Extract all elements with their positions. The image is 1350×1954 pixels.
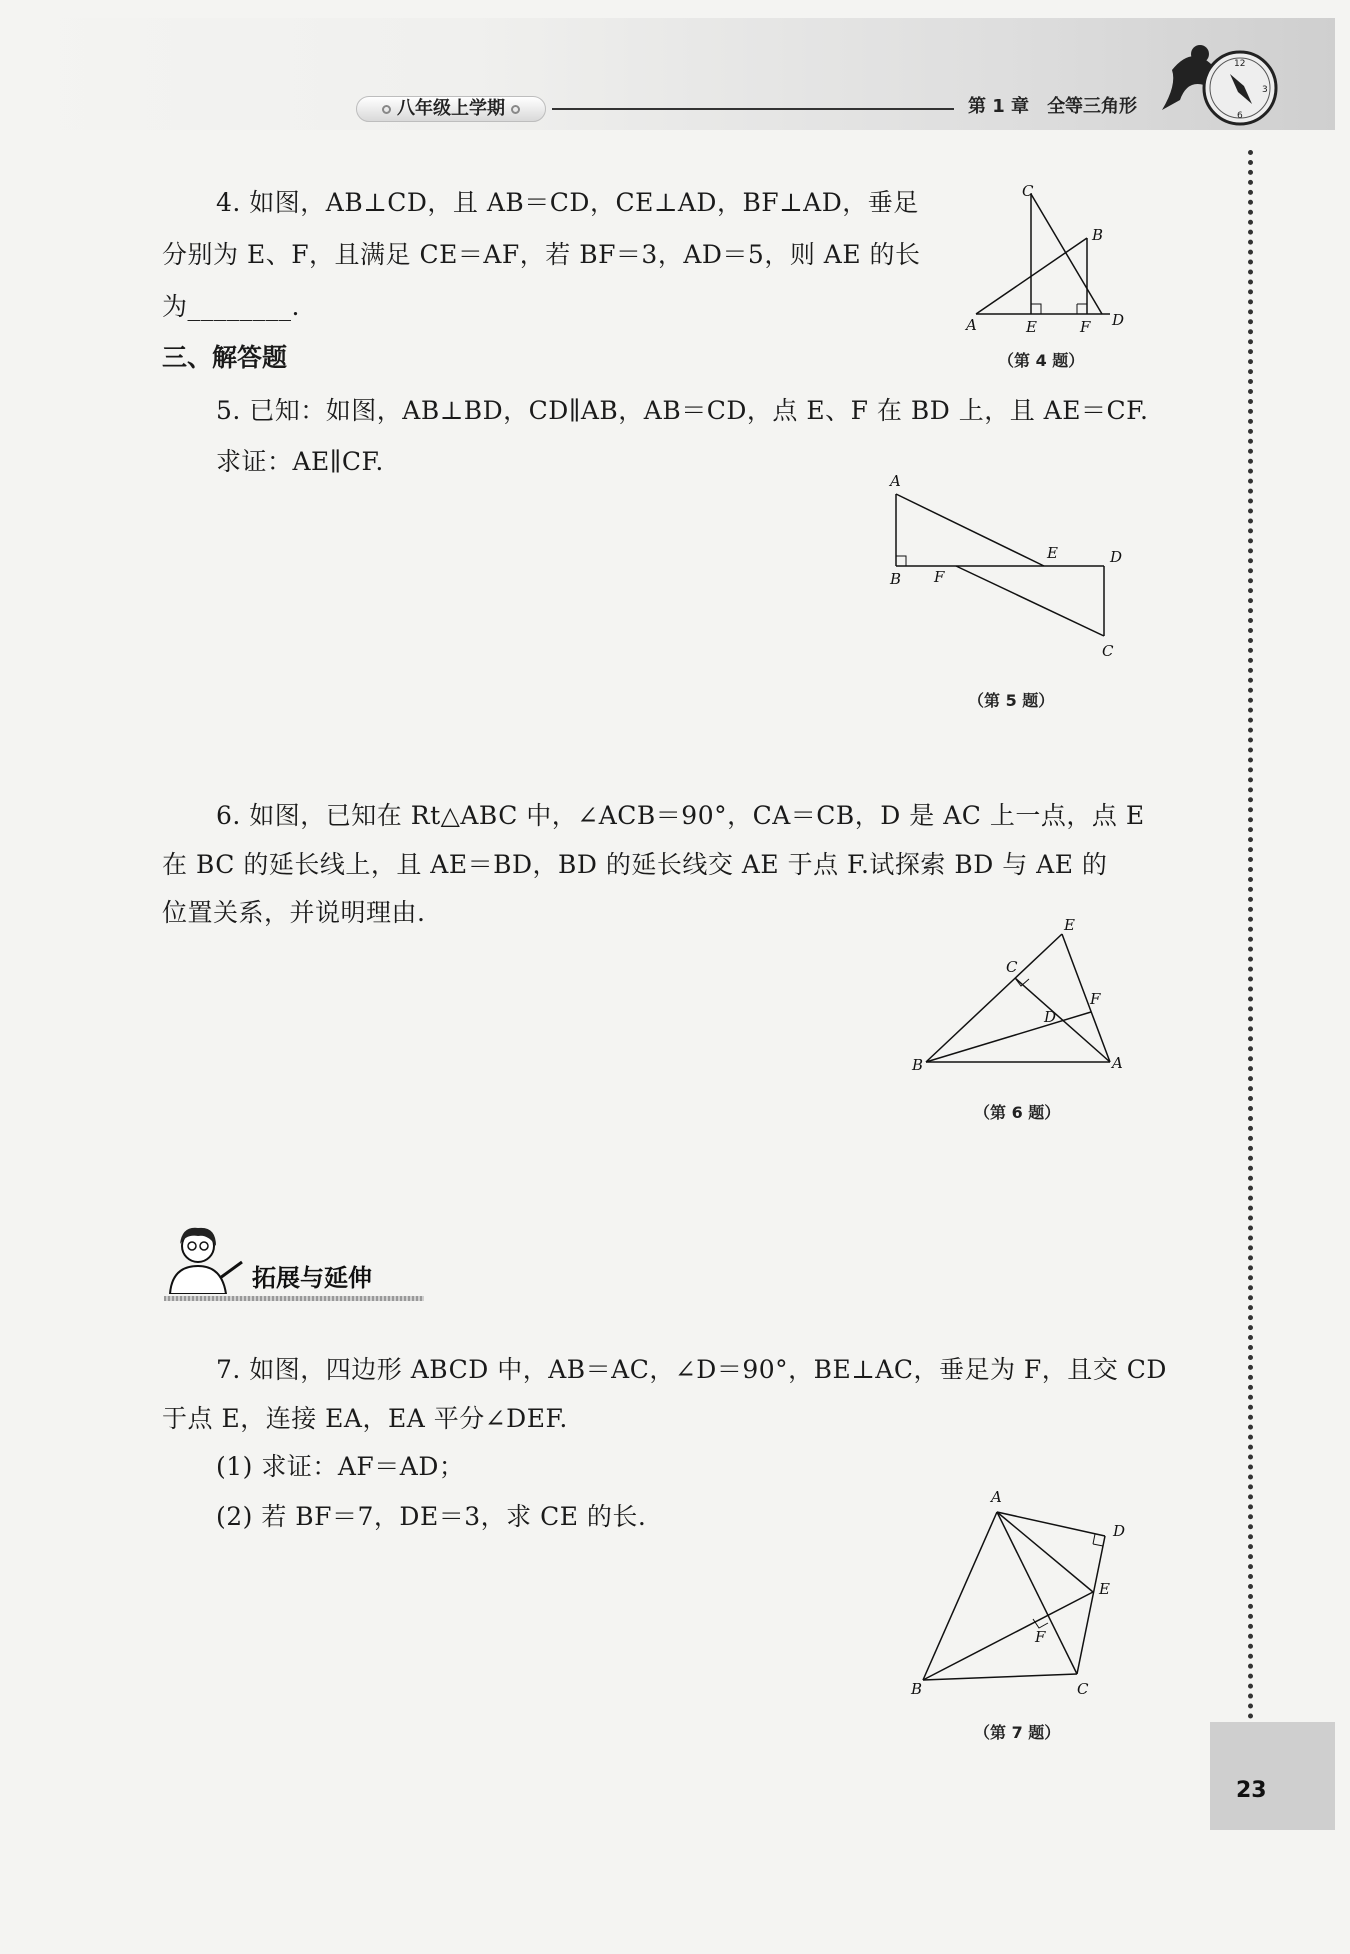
q5-line-2: 求证：AE∥CF. [216,447,384,476]
q7-line-2: 于点 E，连接 EA，EA 平分∠DEF. [162,1404,568,1433]
banner-title: 拓展与延伸 [252,1264,372,1292]
q5-label-d: D [1110,548,1123,566]
q7-caption: （第 7 题） [974,1723,1061,1742]
q4-line-2: 分别为 E、F，且满足 CE＝AF，若 BF＝3，AD＝5，则 AE 的长 [162,240,921,269]
q5-line-1: 5. 已知：如图，AB⊥BD，CD∥AB，AB＝CD，点 E、F 在 BD 上，且 AE＝CF. [216,396,1149,425]
chapter-number: 第 1 章 [968,96,1030,117]
q7-label-a: A [991,1488,1002,1506]
header-rule [552,108,954,110]
q4-label-f: F [1080,318,1091,336]
q6-label-d: D [1044,1008,1057,1026]
q4-figure [962,180,1142,340]
q7-figure [905,1480,1145,1700]
q6-figure [900,912,1140,1082]
q7-line-3: (1) 求证：AF＝AD； [216,1452,465,1481]
q7-line-4: (2) 若 BF＝7，DE＝3，求 CE 的长. [216,1502,647,1531]
q6-caption: （第 6 题） [974,1103,1061,1122]
q7-label-c: C [1077,1680,1089,1698]
q4-label-d: D [1112,311,1125,329]
q5-label-f: F [934,568,945,586]
q5-figure [880,470,1140,670]
q5-label-a: A [890,472,901,490]
q7-line-1: 7. 如图，四边形 ABCD 中，AB＝AC，∠D＝90°，BE⊥AC，垂足为 F，且交 CD [216,1355,1167,1384]
q6-label-a: A [1112,1054,1123,1072]
q4-line-1: 4. 如图，AB⊥CD，且 AB＝CD，CE⊥AD，BF⊥AD，垂足 [216,188,919,217]
q4-caption: （第 4 题） [998,351,1085,370]
q6-line-1: 6. 如图，已知在 Rt△ABC 中，∠ACB＝90°，CA＝CB，D 是 AC 上一点，点 E [216,801,1145,830]
q7-label-d: D [1113,1522,1126,1540]
chapter-heading [968,92,1155,118]
q6-label-f: F [1090,990,1101,1008]
svg-text:6: 6 [1237,111,1243,121]
teacher-icon [164,1222,250,1294]
q5-caption: （第 5 题） [968,691,1055,710]
q5-label-e: E [1047,544,1058,562]
q4-label-c: C [1022,182,1034,200]
section-heading: 三、解答题 [162,343,288,372]
page-number: 23 [1236,1778,1267,1803]
book-label: 八年级上学期 [356,96,546,122]
q4-label-a: A [966,316,977,334]
q5-label-c: C [1102,642,1114,660]
runner-clock-logo [1152,40,1284,132]
q4-line-3: 为________. [162,292,300,321]
q7-label-b: B [911,1680,923,1698]
q4-label-e: E [1026,318,1037,336]
q6-line-3: 位置关系，并说明理由. [162,898,426,927]
q7-label-e: E [1099,1580,1110,1598]
margin-dotted-rail [1248,150,1253,1730]
q6-label-e: E [1064,916,1075,934]
q5-label-b: B [890,570,902,588]
q6-label-c: C [1006,958,1018,976]
q6-line-2: 在 BC 的延长线上，且 AE＝BD，BD 的延长线交 AE 于点 F.试探索 BD 与 AE 的 [162,850,1108,879]
page-number-box [1210,1722,1335,1830]
svg-text:12: 12 [1234,59,1246,69]
banner-rule [164,1296,424,1301]
q6-label-b: B [912,1056,924,1074]
svg-text:3: 3 [1262,85,1268,95]
q4-label-b: B [1092,226,1104,244]
q7-label-f: F [1035,1628,1046,1646]
chapter-title: 全等三角形 [1047,96,1138,117]
